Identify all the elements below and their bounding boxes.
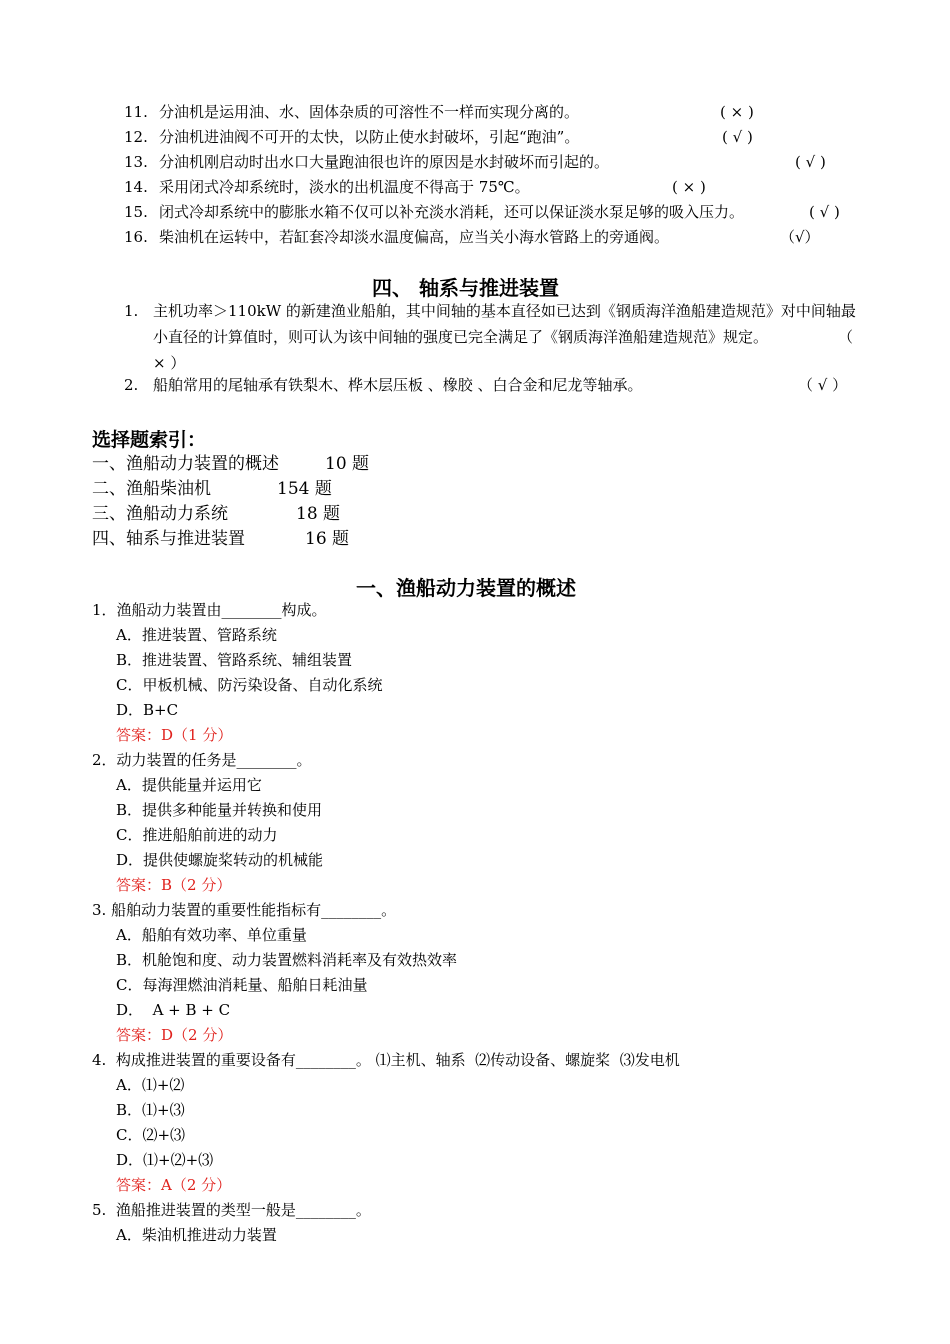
tf-item-text: 柴油机在运转中，若缸套冷却淡水温度偏高，应当关小海水管路上的旁通阀。 (159, 228, 670, 246)
question-option: B．⑴+⑶ (116, 1101, 185, 1119)
section4-item-text: 船舶常用的尾轴承有铁梨木、桦木层压板 、橡胶 、白合金和尼龙等轴承。 (153, 376, 643, 394)
tf-item-mark: （√） (780, 228, 820, 246)
index-row-label: 二、渔船柴油机 (92, 479, 211, 499)
question-option: B．推进装置、管路系统、辅组装置 (116, 651, 353, 669)
index-row (92, 474, 332, 499)
index-row-count: 16 题 (305, 529, 350, 549)
tf-item-text: 分油机进油阀不可开的太快，以防止使水封破坏，引起“跑油”。 (159, 128, 580, 146)
question-option: A．船舶有效功率、单位重量 (116, 926, 307, 944)
index-row-label: 三、渔船动力系统 (92, 504, 228, 524)
tf-item-text: 分油机是运用油、水、固体杂质的可溶性不一样而实现分离的。 (159, 103, 580, 121)
tf-item-number: 15. (124, 203, 148, 221)
index-row (92, 524, 350, 549)
tf-item (124, 102, 579, 122)
tf-item-number: 12. (124, 128, 148, 146)
index-row-label: 一、渔船动力装置的概述 (92, 454, 279, 474)
question-option: C．推进船舶前进的动力 (116, 826, 278, 844)
tf-item-number: 14. (124, 178, 148, 196)
section-heading: 一、渔船动力装置的概述 (356, 576, 576, 600)
question-answer: 答案：A（2 分） (116, 1176, 232, 1194)
index-row-label: 四、轴系与推进装置 (92, 529, 245, 549)
index-row-count: 154 题 (277, 479, 332, 499)
question-stem: 3. 船舶动力装置的重要性能指标有________。 (92, 901, 397, 919)
question-answer: 答案：B（2 分） (116, 876, 232, 894)
tf-item (124, 227, 669, 247)
tf-item-mark: ( × ) (672, 178, 706, 196)
question-stem: 2．动力装置的任务是________。 (92, 751, 312, 769)
section4-item-number: 1. (124, 302, 139, 320)
section4-item-number: 2. (124, 376, 139, 394)
section4-item-mark: （ × ） (153, 328, 854, 372)
index-row-count: 10 题 (325, 454, 370, 474)
question-option: A．提供能量并运用它 (116, 776, 262, 794)
index-title: 选择题索引： (92, 429, 207, 451)
tf-item-mark: ( √ ) (809, 203, 840, 221)
tf-item (124, 202, 744, 222)
tf-item-number: 11. (124, 103, 148, 121)
index-row-count: 18 题 (296, 504, 341, 524)
question-option: D．提供使螺旋桨转动的机械能 (116, 851, 324, 869)
tf-item-mark: ( × ) (720, 103, 754, 121)
question-stem: 1．渔船动力装置由________构成。 (92, 601, 327, 619)
question-option: C．每海浬燃油消耗量、船舶日耗油量 (116, 976, 368, 994)
tf-item-text: 分油机刚启动时出水口大量跑油很也许的原因是水封破坏而引起的。 (159, 153, 610, 171)
index-row (92, 499, 341, 524)
index-row (92, 449, 370, 474)
question-option: A．⑴+⑵ (116, 1076, 185, 1094)
tf-item (124, 152, 609, 172)
section4-item-mark: （ √ ） (798, 376, 848, 394)
question-option: D．⑴+⑵+⑶ (116, 1151, 214, 1169)
question-option: B．提供多种能量并转换和使用 (116, 801, 323, 819)
question-option: D． A + B + C (116, 1001, 231, 1019)
question-option: B．机舱饱和度、动力装置燃料消耗率及有效热效率 (116, 951, 458, 969)
tf-item (124, 177, 530, 197)
tf-item-number: 13. (124, 153, 148, 171)
question-option: A．推进装置、管路系统 (116, 626, 277, 644)
section-heading: 四、 轴系与推进装置 (372, 276, 559, 300)
tf-item-text: 闭式冷却系统中的膨胀水箱不仅可以补充淡水消耗，还可以保证淡水泵足够的吸入压力。 (159, 203, 745, 221)
section4-item-body: 主机功率＞110kW 的新建渔业船舶，其中间轴的基本直径如已达到《钢质海洋渔船建造规范》对中间轴最小直径的计算值时，则可认为该中间轴的强度已完全满足了《钢质海洋渔船建造规范》规定。 (153, 302, 856, 346)
tf-item-mark: ( √ ) (722, 128, 753, 146)
question-answer: 答案：D（2 分） (116, 1026, 233, 1044)
tf-item (124, 127, 579, 147)
question-option: D．B+C (116, 701, 179, 719)
section4-item-text (153, 298, 863, 376)
question-option: A．柴油机推进动力装置 (116, 1226, 277, 1244)
question-stem: 4. 构成推进装置的重要设备有________。 ⑴主机、轴系 ⑵传动设备、螺旋桨 ⑶发电机 (92, 1051, 680, 1069)
tf-item-text: 采用闭式冷却系统时，淡水的出机温度不得高于 75℃。 (159, 178, 530, 196)
question-option: C．甲板机械、防污染设备、自动化系统 (116, 676, 383, 694)
question-option: C．⑵+⑶ (116, 1126, 186, 1144)
question-stem: 5. 渔船推进装置的类型一般是________。 (92, 1201, 371, 1219)
tf-item-number: 16. (124, 228, 148, 246)
question-answer: 答案：D（1 分） (116, 726, 233, 744)
tf-item-mark: ( √ ) (795, 153, 826, 171)
